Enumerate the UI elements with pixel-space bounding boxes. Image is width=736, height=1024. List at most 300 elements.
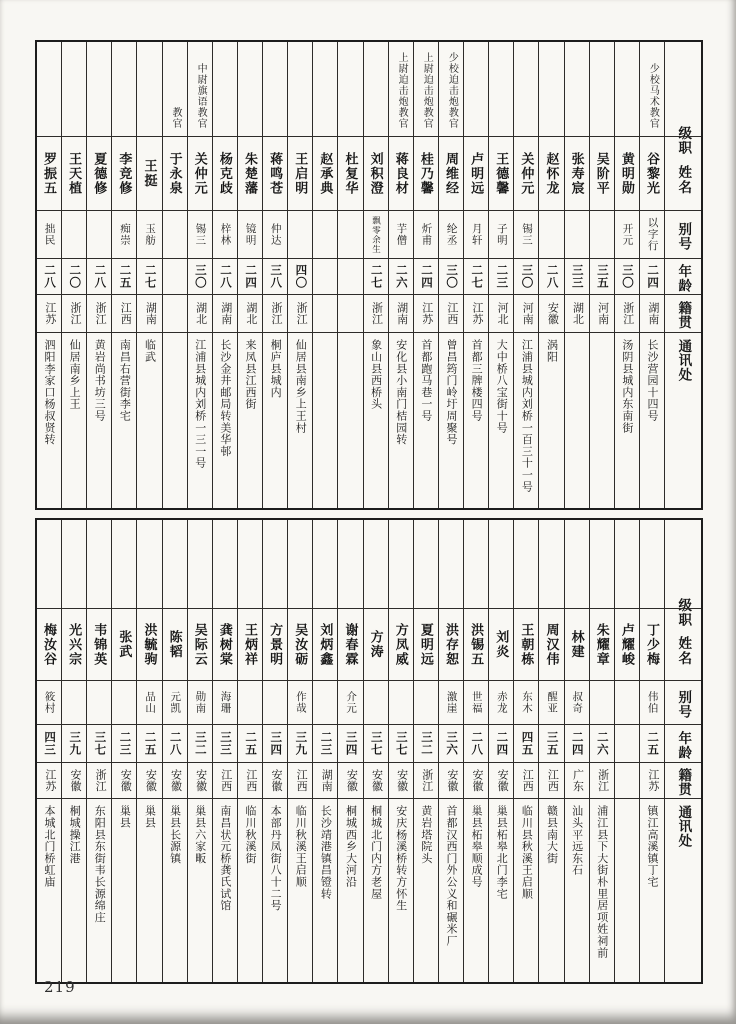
origin-cell [489,294,513,332]
origin-text: 浙江 [94,302,107,325]
origin-text: 江西 [244,769,257,792]
alias-cell [439,680,463,724]
alias-cell [514,680,538,724]
age-text: 二四 [646,264,659,289]
rank-text: 上尉迫击炮教官 [421,52,433,129]
age-cell [338,724,362,762]
origin-cell [439,294,463,332]
origin-cell [464,762,488,798]
header-address-label: 通讯处 [676,339,692,382]
name-text: 方涛 [368,630,384,659]
rank-cell [238,520,262,608]
name-cell [590,136,614,210]
person-column [86,42,111,508]
origin-text: 安徽 [471,769,483,792]
rank-cell [213,520,237,608]
name-cell [514,608,538,680]
name-text: 关仲元 [192,151,208,196]
origin-text: 安徽 [395,769,408,792]
origin-text: 浙江 [596,769,609,792]
alias-text: 世福 [470,691,483,714]
alias-cell [238,210,262,258]
alias-cell [62,210,86,258]
name-cell [87,608,111,680]
alias-cell [188,210,212,258]
origin-text: 江苏 [471,302,483,325]
name-text: 赵承典 [318,151,334,196]
rank-cell [163,520,187,608]
age-text: 三五 [545,731,558,756]
name-text: 朱楚藩 [242,151,258,196]
alias-cell [489,210,513,258]
age-cell [539,724,563,762]
person-column [589,520,614,982]
name-cell [87,136,111,210]
name-cell [364,136,388,210]
age-text: 二七 [369,264,382,289]
alias-cell [364,680,388,724]
name-cell [37,608,61,680]
age-cell [489,258,513,294]
page-number: 219 [44,978,76,996]
origin-text: 安徽 [119,769,132,792]
age-text: 三三 [219,731,232,756]
alias-cell [464,680,488,724]
person-column [237,42,262,508]
name-text: 朱耀章 [594,622,610,667]
address-cell [590,798,614,982]
address-text: 桐城西乡大河沿 [344,805,357,888]
alias-cell [87,680,111,724]
age-cell [137,724,161,762]
age-cell [439,258,463,294]
address-text: 本城北门桥虹庙 [42,805,55,888]
alias-cell [263,680,287,724]
origin-cell [263,294,287,332]
age-cell [137,258,161,294]
rank-cell [188,42,212,136]
rank-cell [62,42,86,136]
name-text: 周维经 [443,151,459,196]
alias-cell [37,680,61,724]
alias-cell [565,680,589,724]
alias-text: 仲达 [269,223,282,246]
origin-cell [565,294,589,332]
address-cell [338,798,362,982]
name-cell [615,136,639,210]
origin-text: 江苏 [646,769,659,792]
header-address-cell [665,798,701,982]
header-origin-label: 籍贯 [676,301,692,329]
address-cell [364,332,388,508]
name-text: 张武 [117,630,133,659]
age-cell [188,724,212,762]
age-cell [590,258,614,294]
header-rank-cell [665,42,701,155]
name-cell [137,608,161,680]
origin-cell [389,762,413,798]
rank-cell [263,42,287,136]
alias-cell [37,210,61,258]
alias-cell [640,680,664,724]
name-text: 王炳祥 [242,622,258,667]
age-cell [288,258,312,294]
person-column [162,520,187,982]
address-cell [489,798,513,982]
alias-text: 芋僧 [395,223,408,246]
address-cell [338,332,362,508]
age-text: 二五 [118,264,131,289]
alias-cell [364,210,388,258]
header-address-label: 通讯处 [676,805,692,848]
rank-cell [137,42,161,136]
rank-cell [238,42,262,136]
address-cell [238,332,262,508]
name-text: 洪毓驹 [142,622,158,667]
origin-cell [615,762,639,798]
rank-cell [414,520,438,608]
alias-cell [338,680,362,724]
alias-cell [137,680,161,724]
name-text: 吴阶平 [594,151,610,196]
name-cell [62,136,86,210]
address-cell [640,798,664,982]
age-text: 二四 [495,731,508,756]
name-cell [640,608,664,680]
age-cell [389,258,413,294]
address-cell [188,332,212,508]
origin-text: 湖南 [219,302,232,325]
alias-text: 镜明 [244,223,257,246]
origin-cell [37,294,61,332]
header-alias-cell [665,680,701,724]
name-text: 卢明远 [469,151,485,196]
alias-text: 介元 [345,691,358,714]
name-text: 吴汝砺 [293,622,309,667]
person-column [639,520,664,982]
age-cell [439,724,463,762]
origin-text: 安徽 [496,769,509,792]
alias-cell [313,680,337,724]
alias-text: 飘零余生 [371,215,382,254]
rank-text: 少校马术教官 [647,63,659,129]
address-text: 江浦县城内刘桥一百三十一号 [520,339,533,493]
name-cell [338,608,362,680]
name-text: 方凤威 [393,622,409,667]
address-text: 巢县 [143,805,156,829]
age-cell [238,258,262,294]
address-text: 临武 [143,339,156,363]
age-text: 二三 [495,264,508,289]
rank-text: 中尉旗语教官 [195,63,207,129]
origin-cell [112,294,136,332]
header-column [664,42,701,508]
address-text: 曾昌筠门岭圩周聚号 [444,339,457,446]
alias-cell [263,210,287,258]
rank-cell [439,42,463,136]
origin-cell [640,762,664,798]
age-text: 二七 [470,264,483,289]
age-text: 二八 [43,264,56,289]
origin-cell [464,294,488,332]
header-rank-label: 级职 [676,126,692,155]
origin-cell [163,294,187,332]
name-text: 刘炎 [494,630,510,659]
name-cell [163,608,187,680]
alias-cell [590,210,614,258]
origin-cell [338,762,362,798]
alias-text: 梓林 [219,223,232,246]
person-column [438,42,463,508]
rank-cell [539,520,563,608]
header-age-label: 年龄 [676,730,692,760]
age-text: 二六 [595,731,608,756]
address-text: 来凤县江西街 [243,339,256,410]
age-cell [364,258,388,294]
address-cell [640,332,664,508]
age-cell [37,724,61,762]
alias-text: 作哉 [294,691,307,714]
name-text: 于永泉 [167,151,183,196]
origin-cell [238,762,262,798]
address-text: 首都跑马巷一号 [419,339,432,422]
person-column [413,520,438,982]
alias-cell [389,210,413,258]
name-cell [213,136,237,210]
origin-cell [590,294,614,332]
address-text: 镇江高溪镇丁宅 [645,805,658,888]
header-name-cell [665,136,701,210]
origin-cell [615,294,639,332]
name-cell [288,136,312,210]
rank-cell [640,520,664,608]
person-column [589,42,614,508]
person-column [212,520,237,982]
age-text: 三四 [269,731,282,756]
address-cell [62,332,86,508]
person-column [61,520,86,982]
address-cell [288,332,312,508]
address-cell [263,332,287,508]
name-text: 杜复华 [343,151,359,196]
rank-cell [62,520,86,608]
person-column [136,42,161,508]
age-cell [112,724,136,762]
address-cell [37,332,61,508]
origin-cell [539,762,563,798]
alias-text: 锡三 [520,223,533,246]
name-text: 王挺 [142,159,158,188]
header-name-cell [665,608,701,680]
name-cell [263,608,287,680]
person-column [413,42,438,508]
origin-cell [364,294,388,332]
alias-cell [62,680,86,724]
person-column [111,42,136,508]
rank-cell [338,42,362,136]
name-text: 夏德修 [92,151,108,196]
address-cell [464,332,488,508]
address-cell [313,798,337,982]
alias-cell [539,680,563,724]
age-cell [263,724,287,762]
address-cell [439,332,463,508]
rank-cell [163,42,187,136]
alias-text: 以字行 [646,217,659,252]
person-column [86,520,111,982]
rank-cell [313,520,337,608]
alias-text: 拙民 [43,223,56,246]
alias-cell [112,680,136,724]
address-cell [87,332,111,508]
name-cell [112,136,136,210]
address-text: 南昌右营街李宅 [118,339,131,422]
rank-cell [565,42,589,136]
name-cell [163,136,187,210]
rank-cell [414,42,438,136]
age-cell [62,258,86,294]
alias-text: 赤龙 [495,691,508,714]
age-cell [313,258,337,294]
address-cell [313,332,337,508]
origin-cell [514,762,538,798]
origin-text: 江西 [219,769,232,792]
alias-cell [414,210,438,258]
rank-cell [37,520,61,608]
origin-cell [37,762,61,798]
age-text: 三七 [394,731,407,756]
alias-text: 东木 [520,691,533,714]
name-cell [213,608,237,680]
name-cell [414,608,438,680]
origin-cell [539,294,563,332]
origin-cell [389,294,413,332]
person-column [111,520,136,982]
origin-cell [288,294,312,332]
person-column [37,520,61,982]
origin-text: 广东 [571,769,584,792]
name-text: 赵怀龙 [544,151,560,196]
name-text: 吴际云 [192,622,208,667]
name-cell [389,136,413,210]
rank-cell [37,42,61,136]
origin-text: 安徽 [370,769,383,792]
address-text: 赣县南大街 [545,805,558,864]
origin-text: 江西 [295,769,308,792]
alias-cell [163,680,187,724]
age-text: 四三 [43,731,56,756]
age-text: 二四 [420,264,433,289]
address-text: 巢县 [118,805,131,829]
address-cell [112,332,136,508]
address-text: 黄岩尚书坊三号 [93,339,106,422]
person-column [363,42,388,508]
origin-cell [640,294,664,332]
rank-cell [263,520,287,608]
address-cell [389,798,413,982]
age-text: 三七 [93,731,106,756]
age-text: 二四 [244,264,257,289]
address-cell [565,332,589,508]
person-column [564,520,589,982]
alias-cell [489,680,513,724]
address-cell [489,332,513,508]
address-text: 首都汉西门外公义和碾米厂 [444,805,457,947]
alias-text: 伟伯 [646,691,659,714]
age-cell [615,724,639,762]
age-text: 三四 [344,731,357,756]
rank-cell [288,42,312,136]
age-text: 二八 [219,264,232,289]
age-cell [62,724,86,762]
rank-cell [87,42,111,136]
origin-cell [112,762,136,798]
alias-text: 勋南 [194,691,207,714]
rank-cell [464,520,488,608]
name-cell [37,136,61,210]
origin-cell [213,294,237,332]
address-text: 桐城北门内方老屋 [369,805,382,900]
rank-cell [514,42,538,136]
address-text: 安化县小南门桔园转 [394,339,407,446]
origin-text: 江苏 [43,769,56,792]
name-text: 韦锦英 [92,622,108,667]
header-column [664,520,701,982]
address-text: 桐庐县城内 [269,339,282,398]
origin-text: 湖南 [320,769,333,792]
origin-cell [414,762,438,798]
address-cell [87,798,111,982]
alias-text: 筱村 [43,691,56,714]
address-cell [364,798,388,982]
age-text: 二八 [168,731,181,756]
address-cell [514,798,538,982]
origin-cell [288,762,312,798]
origin-text: 安徽 [445,769,458,792]
origin-text: 浙江 [370,302,383,325]
address-text: 大中桥八宝街十号 [495,339,508,434]
rank-cell [188,520,212,608]
age-cell [514,724,538,762]
name-text: 刘积澄 [368,151,384,196]
age-text: 三二 [420,731,433,756]
age-text: 三五 [595,264,608,289]
rank-cell [364,520,388,608]
name-cell [565,136,589,210]
person-column [262,42,287,508]
origin-text: 江西 [521,769,534,792]
name-text: 谢春霖 [343,622,359,667]
alias-text: 叔奇 [571,691,584,714]
name-cell [615,608,639,680]
address-cell [163,332,187,508]
address-text: 江浦县城内刘桥一三一号 [193,339,206,469]
person-column [388,42,413,508]
address-cell [62,798,86,982]
person-column [187,42,212,508]
header-age-label: 年龄 [676,263,692,293]
alias-cell [112,210,136,258]
age-text: 二三 [319,731,332,756]
age-cell [414,724,438,762]
person-column [337,42,362,508]
address-text: 黄岩塔院头 [419,805,432,864]
name-cell [439,608,463,680]
age-cell [364,724,388,762]
address-text: 桐城操江港 [68,805,81,864]
header-origin-cell [665,294,701,332]
name-text: 王德馨 [494,151,510,196]
